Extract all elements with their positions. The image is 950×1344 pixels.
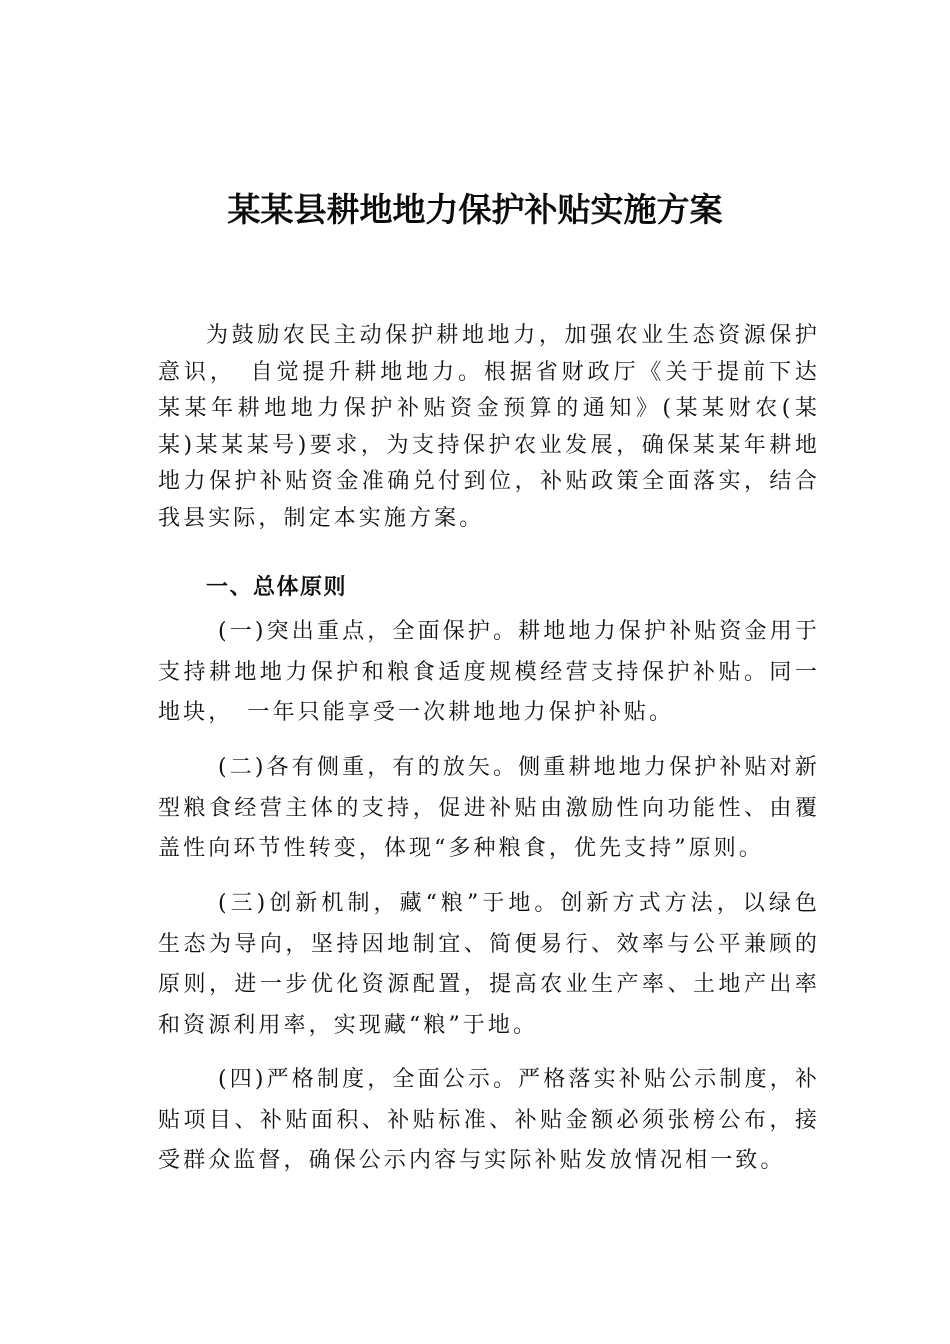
principle-paragraph-1: (一)突出重点，全面保护。耕地地力保护补贴资金用于支持耕地地力保护和粮食适度规模经营支持保护补贴。同一地块， 一年只能享受一次耕地地力保护补贴。	[158, 619, 820, 725]
principle-paragraph-2: (二)各有侧重，有的放矢。侧重耕地地力保护补贴对新型粮食经营主体的支持，促进补贴由激励性向功能性、由覆盖性向环节性转变，体现“多种粮食，优先支持”原则。	[158, 755, 820, 861]
document-title: 某某县耕地地力保护补贴实施方案	[227, 190, 723, 229]
principle-paragraph-3: (三)创新机制，藏“粮”于地。创新方式方法，以绿色生态为导向，坚持因地制宜、简便易行、效率与公平兼顾的原则，进一步优化资源配置，提高农业生产率、土地产出率和资源利用率，实现藏“粮”于地。	[158, 891, 820, 1038]
principle-paragraph-4: (四)严格制度，全面公示。严格落实补贴公示制度，补贴项目、补贴面积、补贴标准、补贴金额必须张榜公布，接受群众监督，确保公示内容与实际补贴发放情况相一致。	[158, 1067, 820, 1173]
intro-paragraph: 为鼓励农民主动保护耕地地力，加强农业生态资源保护意识， 自觉提升耕地地力。根据省财政厅《关于提前下达某某年耕地地力保护补贴资金预算的通知》(某某财农(某某)某某某号)要求，为支持保护农业发展，确保某某年耕地地力保护补贴资金准确兑付到位，补贴政策全面落实，结合我县实际，制定本实施方案。	[158, 323, 820, 531]
section-heading-general-principles: 一、总体原则	[206, 575, 348, 600]
